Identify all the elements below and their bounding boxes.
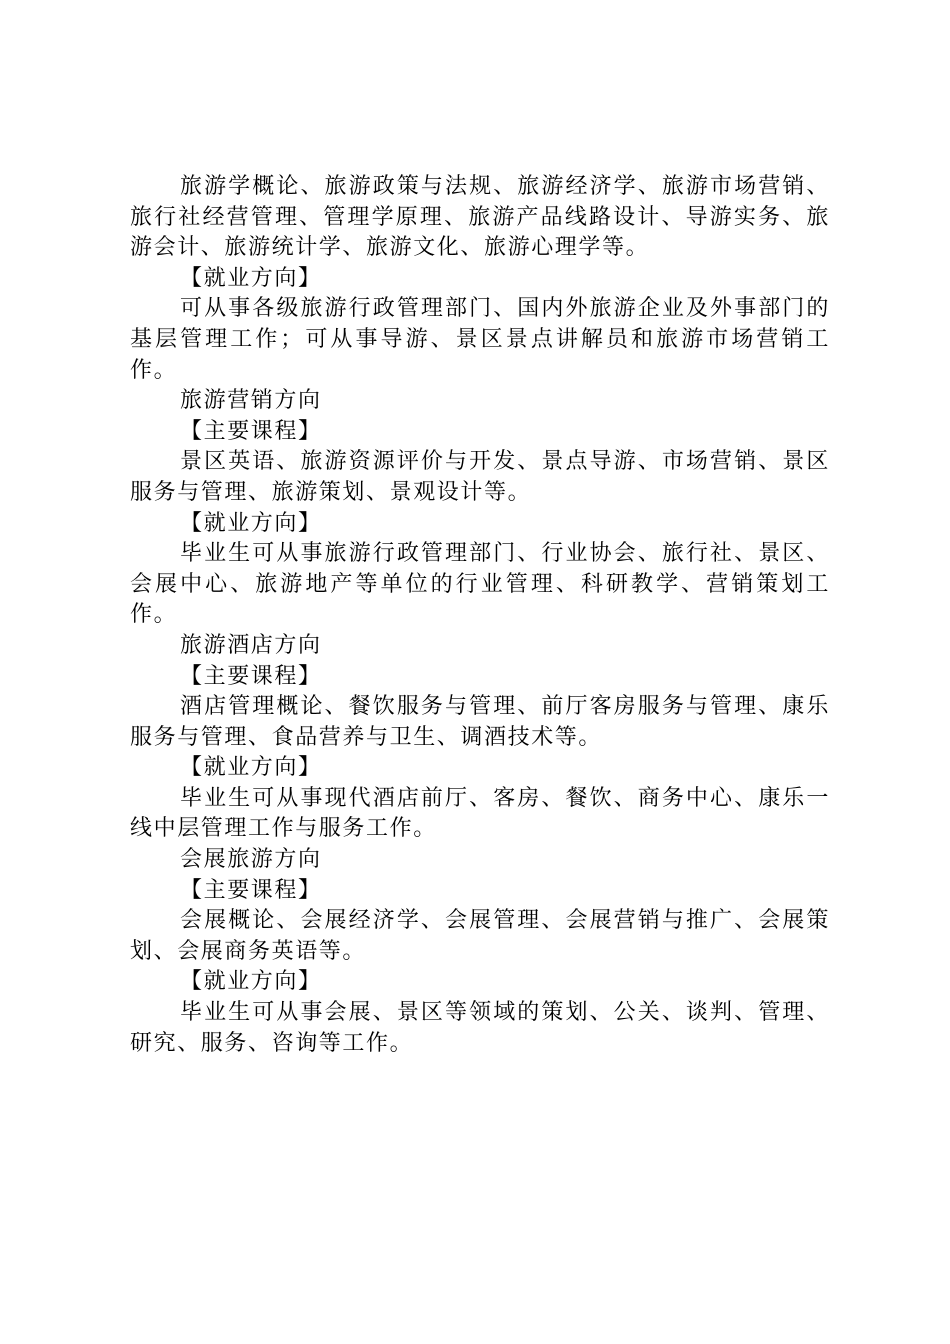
paragraph-hotel-employment: 毕业生可从事现代酒店前厅、客房、餐饮、商务中心、康乐一线中层管理工作与服务工作。	[130, 785, 830, 842]
heading-tourism-hotel: 旅游酒店方向	[180, 632, 322, 658]
paragraph-employment-general: 可从事各级旅游行政管理部门、国内外旅游企业及外事部门的基层管理工作；可从事导游、景区景点讲解员和旅游市场营销工作。	[130, 296, 830, 383]
section-label-main-courses: 【主要课程】	[180, 877, 322, 903]
paragraph-marketing-courses: 景区英语、旅游资源评价与开发、景点导游、市场营销、景区服务与管理、旅游策划、景观设计等。	[130, 449, 830, 505]
heading-tourism-marketing: 旅游营销方向	[180, 388, 322, 414]
section-label-main-courses: 【主要课程】	[180, 663, 322, 689]
heading-convention-tourism: 会展旅游方向	[180, 847, 322, 873]
section-label-employment: 【就业方向】	[180, 755, 322, 781]
paragraph-marketing-employment: 毕业生可从事旅游行政管理部门、行业协会、旅行社、景区、会展中心、旅游地产等单位的行业管理、科研教学、营销策划工作。	[130, 541, 830, 628]
paragraph-hotel-courses: 酒店管理概论、餐饮服务与管理、前厅客房服务与管理、康乐服务与管理、食品营养与卫生、调酒技术等。	[130, 694, 830, 750]
section-label-employment: 【就业方向】	[180, 265, 322, 291]
document-page	[130, 172, 830, 1059]
paragraph-convention-courses: 会展概论、会展经济学、会展管理、会展营销与推广、会展策划、会展商务英语等。	[130, 908, 830, 964]
section-label-main-courses: 【主要课程】	[180, 418, 322, 444]
section-label-employment: 【就业方向】	[180, 969, 322, 995]
paragraph-courses-intro: 旅游学概论、旅游政策与法规、旅游经济学、旅游市场营销、旅行社经营管理、管理学原理、旅游产品线路设计、导游实务、旅游会计、旅游统计学、旅游文化、旅游心理学等。	[130, 174, 830, 261]
section-label-employment: 【就业方向】	[180, 510, 322, 536]
paragraph-convention-employment: 毕业生可从事会展、景区等领域的策划、公关、谈判、管理、研究、服务、咨询等工作。	[130, 1000, 830, 1056]
